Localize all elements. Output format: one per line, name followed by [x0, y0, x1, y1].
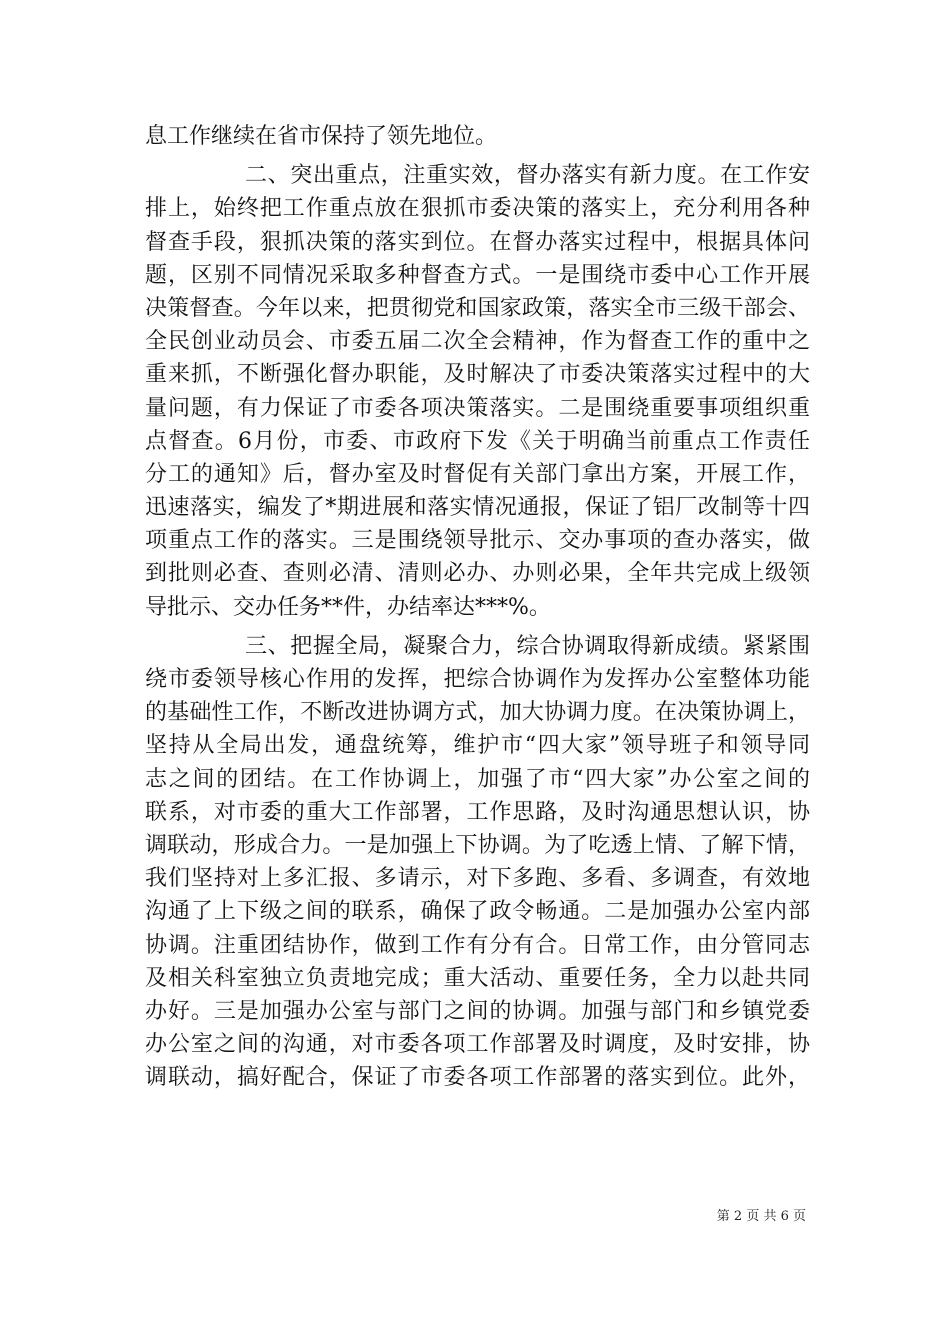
text-line: 及相关科室独立负责地完成；重大活动、重要任务，全力以赴共同 [145, 965, 810, 991]
text-line: 绕市委领导核心作用的发挥，把综合协调作为发挥办公室整体功能 [145, 667, 810, 692]
text-line: 导批示、交办任务**件，办结率达***%。 [145, 594, 551, 620]
text-line: 联系，对市委的重大工作部署，工作思路，及时沟通思想认识，协 [145, 799, 810, 825]
text-line: 全民创业动员会、市委五届二次全会精神，作为督查工作的重中之 [145, 329, 810, 355]
text-line: 督查手段，狠抓决策的落实到位。在督办落实过程中，根据具体问 [145, 229, 810, 255]
text-line: 项重点工作的落实。三是围绕领导批示、交办事项的查办落实，做 [145, 528, 810, 554]
text-line: 坚持从全局出发，通盘统筹，维护市“四大家”领导班子和领导同 [145, 733, 810, 759]
text-line: 排上，始终把工作重点放在狠抓市委决策的落实上，充分利用各种 [145, 196, 810, 222]
text-line: 调联动，形成合力。一是加强上下协调。为了吃透上情、了解下情， [145, 832, 810, 858]
text-line: 沟通了上下级之间的联系，确保了政令畅通。二是加强办公室内部 [145, 899, 810, 925]
text-line: 二、突出重点，注重实效，督办落实有新力度。在工作安 [245, 163, 810, 189]
text-line: 点督查。6月份，市委、市政府下发《关于明确当前重点工作责任 [145, 428, 810, 454]
text-line: 重来抓，不断强化督办职能，及时解决了市委决策落实过程中的大 [145, 362, 810, 388]
page-footer: 第 2 页 共 6 页 [716, 1209, 806, 1224]
text-line: 三、把握全局，凝聚合力，综合协调取得新成绩。紧紧围 [245, 633, 810, 659]
text-line: 题，区别不同情况采取多种督查方式。一是围绕市委中心工作开展 [145, 262, 810, 288]
text-line: 息工作继续在省市保持了领先地位。 [145, 124, 498, 149]
text-line: 量问题，有力保证了市委各项决策落实。二是围绕重要事项组织重 [145, 395, 810, 421]
text-line: 调联动，搞好配合，保证了市委各项工作部署的落实到位。此外， [145, 1065, 810, 1091]
body-text [145, 120, 810, 1094]
text-line: 协调。注重团结协作，做到工作有分有合。日常工作，由分管同志 [145, 932, 810, 958]
text-line: 分工的通知》后，督办室及时督促有关部门拿出方案，开展工作， [145, 461, 810, 487]
text-line: 决策督查。今年以来，把贯彻党和国家政策，落实全市三级干部会、 [145, 295, 810, 321]
text-line: 我们坚持对上多汇报、多请示，对下多跑、多看、多调查，有效地 [145, 866, 810, 892]
text-line: 志之间的团结。在工作协调上，加强了市“四大家”办公室之间的 [145, 766, 810, 792]
text-line: 的基础性工作，不断改进协调方式，加大协调力度。在决策协调上， [145, 700, 810, 726]
text-line: 办好。三是加强办公室与部门之间的协调。加强与部门和乡镇党委 [145, 998, 810, 1024]
text-line: 迅速落实，编发了*期进展和落实情况通报，保证了铝厂改制等十四 [145, 495, 810, 521]
text-line: 到批则必查、查则必清、清则必办、办则必果，全年共完成上级领 [145, 561, 810, 587]
text-line: 办公室之间的沟通，对市委各项工作部署及时调度，及时安排，协 [145, 1032, 810, 1058]
